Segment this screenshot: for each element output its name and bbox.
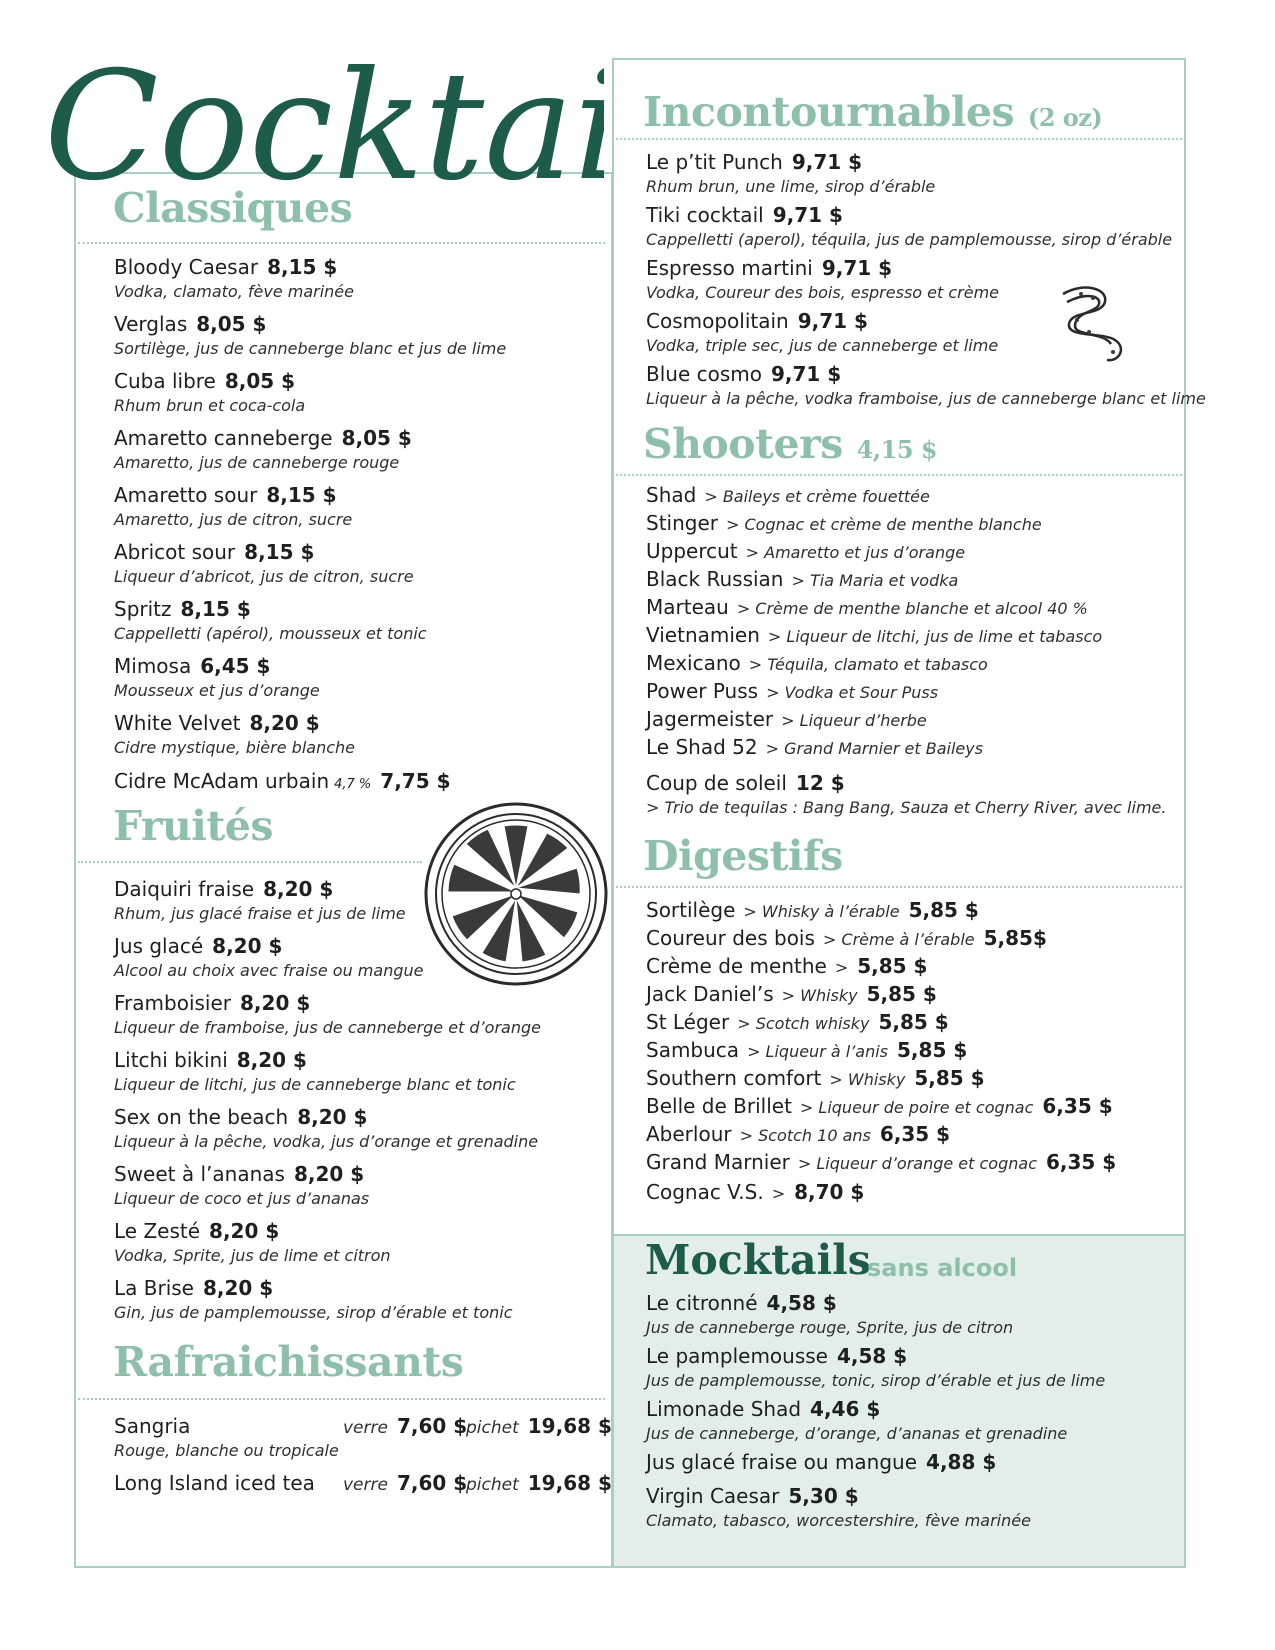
item-price: 7,60 $ xyxy=(396,1414,468,1438)
divider xyxy=(78,1398,605,1400)
item-name: White Velvet xyxy=(114,711,241,735)
item-desc: > Liqueur de litchi, jus de lime et tabasco xyxy=(767,627,1103,646)
item-desc: > Crème de menthe blanche et alcool 40 % xyxy=(736,599,1088,618)
item-name: Black Russian xyxy=(646,567,784,591)
item-name: Jack Daniel’s xyxy=(646,982,774,1006)
item-name: Virgin Caesar xyxy=(646,1484,780,1508)
item-price: 8,15 $ xyxy=(244,540,315,564)
shooter-item xyxy=(646,623,1102,647)
menu-item xyxy=(114,540,414,586)
item-price: 9,71 $ xyxy=(772,203,843,227)
digestif-item xyxy=(646,1180,864,1204)
menu-item xyxy=(646,150,935,196)
item-desc: Jus de pamplemousse, tonic, sirop d’érable et jus de lime xyxy=(646,1371,1106,1390)
section-title-fruites: Fruités xyxy=(113,802,273,850)
item-desc: > Cognac et crème de menthe blanche xyxy=(726,515,1042,534)
item-desc: Rhum, jus glacé fraise et jus de lime xyxy=(114,904,406,923)
item-name: Stinger xyxy=(646,511,718,535)
menu-item xyxy=(114,483,352,529)
item-desc: Liqueur à la pêche, vodka, jus d’orange et grenadine xyxy=(114,1132,539,1151)
item-price: 8,20 $ xyxy=(263,877,334,901)
item-name: Coureur des bois xyxy=(646,926,815,950)
item-desc: Cidre mystique, bière blanche xyxy=(114,738,355,757)
menu-item xyxy=(114,597,427,643)
item-name: Cosmopolitain xyxy=(646,309,789,333)
item-price: 4,46 $ xyxy=(810,1397,881,1421)
item-name: Mimosa xyxy=(114,654,192,678)
menu-item-sangria xyxy=(114,1414,339,1460)
item-desc: > Whisky xyxy=(829,1070,906,1089)
item-name: Blue cosmo xyxy=(646,362,762,386)
item-name: Mexicano xyxy=(646,651,741,675)
item-price: 7,75 $ xyxy=(380,769,451,793)
item-price: 4,88 $ xyxy=(926,1450,997,1474)
divider xyxy=(616,138,1182,140)
mocktail-item xyxy=(646,1291,1013,1337)
item-desc: > Whisky à l’érable xyxy=(743,902,900,921)
item-name: Southern comfort xyxy=(646,1066,822,1090)
item-price: 8,15 $ xyxy=(267,255,338,279)
menu-item xyxy=(114,877,406,923)
shooter-item xyxy=(646,511,1042,535)
shooter-item xyxy=(646,651,988,675)
shooter-item xyxy=(646,567,958,591)
item-desc: > Amaretto et jus d’orange xyxy=(745,543,966,562)
item-desc: Rouge, blanche ou tropicale xyxy=(114,1441,339,1460)
item-desc: Cappelletti (apérol), mousseux et tonic xyxy=(114,624,427,643)
item-name: Le citronné xyxy=(646,1291,758,1315)
divider xyxy=(78,242,605,244)
item-desc: Vodka, triple sec, jus de canneberge et lime xyxy=(646,336,999,355)
item-desc: > Vodka et Sour Puss xyxy=(766,683,939,702)
menu-item xyxy=(114,1162,369,1208)
item-name: Vietnamien xyxy=(646,623,760,647)
section-title-incontournables xyxy=(643,88,1103,136)
item-price: 9,71 $ xyxy=(821,256,893,280)
item-desc: Alcool au choix avec fraise ou mangue xyxy=(114,961,424,980)
item-abv: 4,7 % xyxy=(334,777,372,792)
digestif-item xyxy=(646,1066,985,1090)
item-price: 5,85 $ xyxy=(866,982,937,1006)
item-name: Amaretto canneberge xyxy=(114,426,333,450)
digestif-item xyxy=(646,898,979,922)
item-desc: > Liqueur d’orange et cognac xyxy=(797,1154,1037,1173)
item-name: Grand Marnier xyxy=(646,1150,790,1174)
item-price: 9,71 $ xyxy=(771,362,842,386)
item-price: 19,68 $ xyxy=(527,1471,612,1495)
mocktail-item xyxy=(646,1344,1105,1390)
digestif-item xyxy=(646,954,927,978)
item-name: Aberlour xyxy=(646,1122,732,1146)
shooter-item xyxy=(646,483,930,507)
item-desc: > Téquila, clamato et tabasco xyxy=(748,655,988,674)
citrus-slice-illustration xyxy=(422,800,610,992)
menu-item-cidre xyxy=(114,769,451,793)
item-desc: Liqueur de framboise, jus de canneberge et d’orange xyxy=(114,1018,541,1037)
item-price: 19,68 $ xyxy=(527,1414,612,1438)
item-price: 12 $ xyxy=(795,771,845,795)
verre-label: verre xyxy=(343,1475,388,1495)
item-desc: > Whisky xyxy=(781,986,858,1005)
menu-item-long-island xyxy=(114,1471,315,1495)
item-desc: Liqueur de litchi, jus de canneberge blanc et tonic xyxy=(114,1075,516,1094)
item-price: 9,71 $ xyxy=(797,309,868,333)
digestif-item xyxy=(646,1038,967,1062)
item-name: Espresso martini xyxy=(646,256,813,280)
item-name: Shad xyxy=(646,483,697,507)
item-name: Daiquiri fraise xyxy=(114,877,255,901)
item-name: St Léger xyxy=(646,1010,730,1034)
item-name: Cuba libre xyxy=(114,369,216,393)
section-title-rafraichissants: Rafraichissants xyxy=(113,1338,464,1386)
digestif-item xyxy=(646,1010,949,1034)
item-desc: > Scotch 10 ans xyxy=(739,1126,871,1145)
item-name: Bloody Caesar xyxy=(114,255,259,279)
item-name: Framboisier xyxy=(114,991,232,1015)
item-name: Sex on the beach xyxy=(114,1105,289,1129)
shooter-item xyxy=(646,539,965,563)
menu-item xyxy=(114,711,355,757)
menu-item xyxy=(114,369,305,415)
item-price: 5,85 $ xyxy=(897,1038,968,1062)
section-title-shooters xyxy=(643,420,938,468)
item-price: 8,20 $ xyxy=(297,1105,368,1129)
digestif-item xyxy=(646,926,1047,950)
pichet-label: pichet xyxy=(466,1475,519,1495)
mocktail-item xyxy=(646,1397,1067,1443)
incontournables-subtitle: (2 oz) xyxy=(1027,103,1103,132)
item-desc: > Liqueur à l’anis xyxy=(747,1042,889,1061)
price-pichet xyxy=(466,1414,612,1438)
incontournables-title: Incontournables xyxy=(643,88,1015,136)
item-name: Long Island iced tea xyxy=(114,1471,315,1495)
item-price: 5,85$ xyxy=(983,926,1047,950)
menu-item xyxy=(646,256,999,302)
item-price: 8,20 $ xyxy=(240,991,311,1015)
item-desc: Amaretto, jus de canneberge rouge xyxy=(114,453,400,472)
digestif-item xyxy=(646,1150,1116,1174)
item-desc: Sortilège, jus de canneberge blanc et jus de lime xyxy=(114,339,507,358)
shooter-item-coup-de-soleil xyxy=(646,771,1166,817)
menu-item xyxy=(114,934,423,980)
item-name: La Brise xyxy=(114,1276,194,1300)
section-title-digestifs: Digestifs xyxy=(643,832,843,880)
item-price: 8,20 $ xyxy=(249,711,320,735)
item-desc: > Trio de tequilas : Bang Bang, Sauza et Cherry River, avec lime. xyxy=(646,798,1167,817)
shooters-title: Shooters xyxy=(643,420,843,468)
item-desc: Clamato, tabasco, worcestershire, fève marinée xyxy=(646,1511,1031,1530)
item-name: Coup de soleil xyxy=(646,771,787,795)
digestif-item xyxy=(646,1094,1113,1118)
item-desc: Jus de canneberge rouge, Sprite, jus de citron xyxy=(646,1318,1014,1337)
price-verre xyxy=(343,1471,467,1495)
item-name: Le pamplemousse xyxy=(646,1344,828,1368)
item-price: 8,20 $ xyxy=(293,1162,365,1186)
item-desc: Liqueur d’abricot, jus de citron, sucre xyxy=(114,567,414,586)
item-price: 6,35 $ xyxy=(879,1122,951,1146)
menu-item xyxy=(114,426,412,472)
item-name: Verglas xyxy=(114,312,188,336)
item-desc: Rhum brun, une lime, sirop d’érable xyxy=(646,177,936,196)
item-price: 9,71 $ xyxy=(791,150,863,174)
item-name: Cognac V.S. xyxy=(646,1180,764,1204)
item-price: 4,58 $ xyxy=(766,1291,837,1315)
item-price: 8,20 $ xyxy=(212,934,283,958)
item-desc: Vodka, clamato, fève marinée xyxy=(114,282,354,301)
item-price: 8,20 $ xyxy=(209,1219,280,1243)
item-desc: Liqueur de coco et jus d’ananas xyxy=(114,1189,370,1208)
item-name: Limonade Shad xyxy=(646,1397,802,1421)
shooter-item xyxy=(646,735,983,759)
item-price: 8,20 $ xyxy=(236,1048,307,1072)
item-name: Le Shad 52 xyxy=(646,735,758,759)
item-desc: > Crème à l’érable xyxy=(822,930,975,949)
menu-item xyxy=(114,1276,512,1322)
item-desc: > xyxy=(834,958,849,977)
item-price: 8,15 $ xyxy=(266,483,337,507)
svg-text:Cocktails: Cockta xyxy=(44,40,574,208)
divider xyxy=(616,474,1182,476)
item-desc: Jus de canneberge, d’orange, d’ananas et grenadine xyxy=(646,1424,1068,1443)
mocktails-subtitle: sans alcool xyxy=(867,1254,1018,1282)
cocktails-script-title xyxy=(44,28,604,208)
item-name: Amaretto sour xyxy=(114,483,258,507)
item-price: 6,45 $ xyxy=(200,654,271,678)
item-price: 8,05 $ xyxy=(224,369,296,393)
item-name: Tiki cocktail xyxy=(646,203,764,227)
item-desc: Rhum brun et coca-cola xyxy=(114,396,306,415)
item-price: 7,60 $ xyxy=(396,1471,468,1495)
digestif-item xyxy=(646,1122,950,1146)
item-name: Sortilège xyxy=(646,898,736,922)
item-name: Jus glacé fraise ou mangue xyxy=(646,1450,918,1474)
menu-item xyxy=(114,255,354,301)
item-price: 6,35 $ xyxy=(1045,1150,1117,1174)
item-price: 5,85 $ xyxy=(908,898,979,922)
item-desc: > Baileys et crème fouettée xyxy=(704,487,930,506)
item-name: Marteau xyxy=(646,595,729,619)
item-name: Abricot sour xyxy=(114,540,236,564)
menu-item xyxy=(114,1048,516,1094)
item-name: Uppercut xyxy=(646,539,738,563)
item-price: 8,15 $ xyxy=(180,597,251,621)
shooter-item xyxy=(646,679,938,703)
item-desc: Gin, jus de pamplemousse, sirop d’érable et tonic xyxy=(114,1303,513,1322)
menu-item xyxy=(114,991,541,1037)
menu-item xyxy=(646,309,998,355)
item-name: Spritz xyxy=(114,597,172,621)
shooters-price: 4,15 $ xyxy=(856,435,938,464)
price-pichet xyxy=(466,1471,612,1495)
item-name: Jagermeister xyxy=(646,707,774,731)
item-name: Sangria xyxy=(114,1414,191,1438)
verre-label: verre xyxy=(343,1418,388,1438)
item-price: 5,30 $ xyxy=(788,1484,859,1508)
item-desc: Vodka, Sprite, jus de lime et citron xyxy=(114,1246,391,1265)
section-title-classiques: Classiques xyxy=(113,184,353,232)
item-name: Belle de Brillet xyxy=(646,1094,792,1118)
item-price: 8,05 $ xyxy=(196,312,267,336)
menu-item xyxy=(114,312,506,358)
item-name: Cidre McAdam urbain xyxy=(114,769,330,793)
pichet-label: pichet xyxy=(466,1418,519,1438)
section-title-mocktails: Mocktails xyxy=(645,1236,871,1284)
divider xyxy=(78,861,422,863)
lemon-peel-illustration xyxy=(1053,282,1133,370)
item-name: Sambuca xyxy=(646,1038,740,1062)
item-desc: > xyxy=(771,1184,786,1203)
item-desc: Vodka, Coureur des bois, espresso et crème xyxy=(646,283,999,302)
item-desc: Cappelletti (aperol), téquila, jus de pamplemousse, sirop d’érable xyxy=(646,230,1173,249)
item-desc: > Scotch whisky xyxy=(737,1014,870,1033)
item-name: Le p’tit Punch xyxy=(646,150,783,174)
price-verre xyxy=(343,1414,467,1438)
shooter-item xyxy=(646,707,927,731)
item-desc: Mousseux et jus d’orange xyxy=(114,681,320,700)
item-desc: > Tia Maria et vodka xyxy=(791,571,959,590)
mocktail-item xyxy=(646,1450,996,1474)
item-name: Power Puss xyxy=(646,679,759,703)
item-desc: Amaretto, jus de citron, sucre xyxy=(114,510,353,529)
item-desc: > Grand Marnier et Baileys xyxy=(765,739,984,758)
item-name: Crème de menthe xyxy=(646,954,827,978)
item-price: 6,35 $ xyxy=(1042,1094,1113,1118)
item-price: 8,70 $ xyxy=(794,1180,865,1204)
item-price: 5,85 $ xyxy=(878,1010,949,1034)
digestif-item xyxy=(646,982,937,1006)
shooter-item xyxy=(646,595,1088,619)
item-price: 5,85 $ xyxy=(914,1066,985,1090)
item-desc: > Liqueur de poire et cognac xyxy=(799,1098,1034,1117)
item-desc: > Liqueur d’herbe xyxy=(781,711,927,730)
menu-item xyxy=(114,1219,391,1265)
menu-item xyxy=(114,654,320,700)
item-price: 4,58 $ xyxy=(836,1344,908,1368)
divider xyxy=(616,886,1182,888)
item-price: 5,85 $ xyxy=(857,954,928,978)
item-desc: Liqueur à la pêche, vodka framboise, jus de canneberge blanc et lime xyxy=(646,389,1206,408)
item-name: Le Zesté xyxy=(114,1219,201,1243)
menu-item xyxy=(114,1105,538,1151)
mocktail-item xyxy=(646,1484,1031,1530)
item-name: Litchi bikini xyxy=(114,1048,228,1072)
item-name: Jus glacé xyxy=(114,934,204,958)
item-name: Sweet à l’ananas xyxy=(114,1162,285,1186)
menu-item xyxy=(646,203,1172,249)
item-price: 8,20 $ xyxy=(202,1276,274,1300)
item-price: 8,05 $ xyxy=(341,426,412,450)
